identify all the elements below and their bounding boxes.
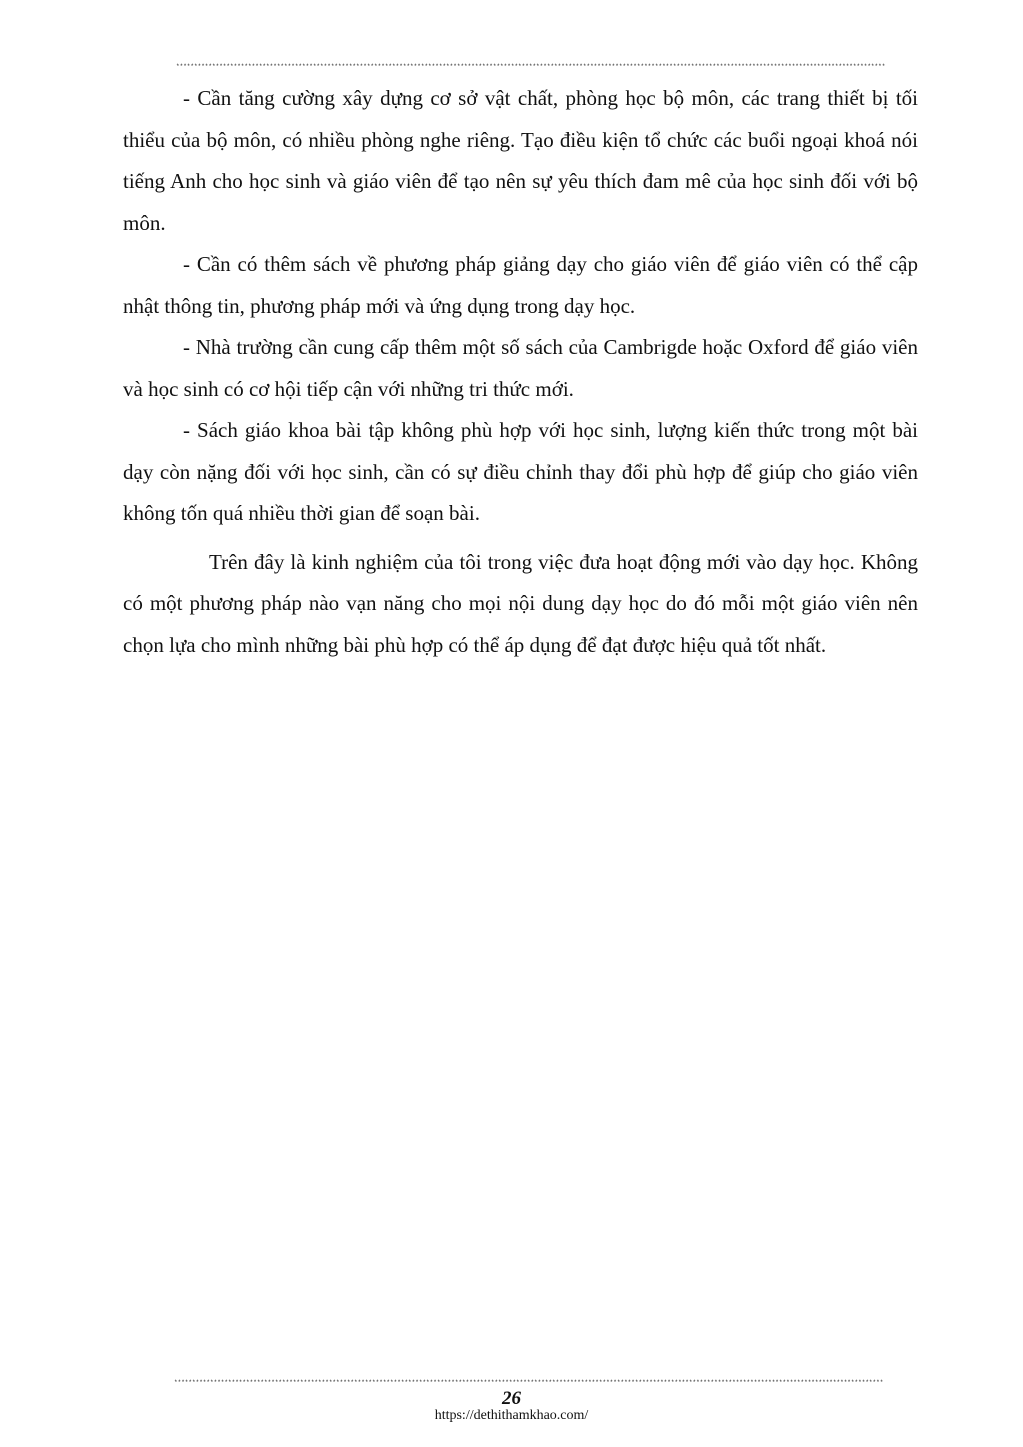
paragraph-cambridge-oxford: - Nhà trường cần cung cấp thêm một số sách của Cambrigde hoặc Oxford để giáo viên và học sinh có cơ hội tiếp cận với những tri thức mới. bbox=[123, 335, 918, 401]
header-star-rule: ***************************************************************************************************************************************************************************************************** bbox=[176, 63, 886, 70]
paragraph-facilities: - Cần tăng cường xây dựng cơ sở vật chất, phòng học bộ môn, các trang thiết bị tối thiểu của bộ môn, có nhiều phòng nghe riêng. Tạo điều kiện tổ chức các buổi ngoại khoá nói tiếng Anh cho học sinh và giáo viên để tạo nên sự yêu thích đam mê của học sinh đối với bộ môn. bbox=[123, 86, 918, 235]
page-number: 26 bbox=[502, 1388, 521, 1409]
source-url-link[interactable]: https://dethithamkhao.com/ bbox=[434, 1408, 589, 1423]
footer-star-rule: ***************************************************************************************************************************************************************************************************** bbox=[174, 1379, 884, 1386]
paragraph-teaching-books: - Cần có thêm sách về phương pháp giảng dạy cho giáo viên để giáo viên có thể cập nhật thông tin, phương pháp mới và ứng dụng trong dạy học. bbox=[123, 252, 918, 318]
paragraph-conclusion: Trên đây là kinh nghiệm của tôi trong việc đưa hoạt động mới vào dạy học. Không có một phương pháp nào vạn năng cho mọi nội dung dạy học do đó mỗi một giáo viên nên chọn lựa cho mình những bài phù hợp có thể áp dụng để đạt được hiệu quả tốt nhất. bbox=[123, 549, 918, 657]
page-body bbox=[123, 78, 918, 666]
paragraph-textbooks: - Sách giáo khoa bài tập không phù hợp với học sinh, lượng kiến thức trong một bài dạy còn nặng đối với học sinh, cần có sự điều chỉnh thay đổi phù hợp để giúp cho giáo viên không tốn quá nhiều thời gian để soạn bài. bbox=[123, 418, 918, 525]
